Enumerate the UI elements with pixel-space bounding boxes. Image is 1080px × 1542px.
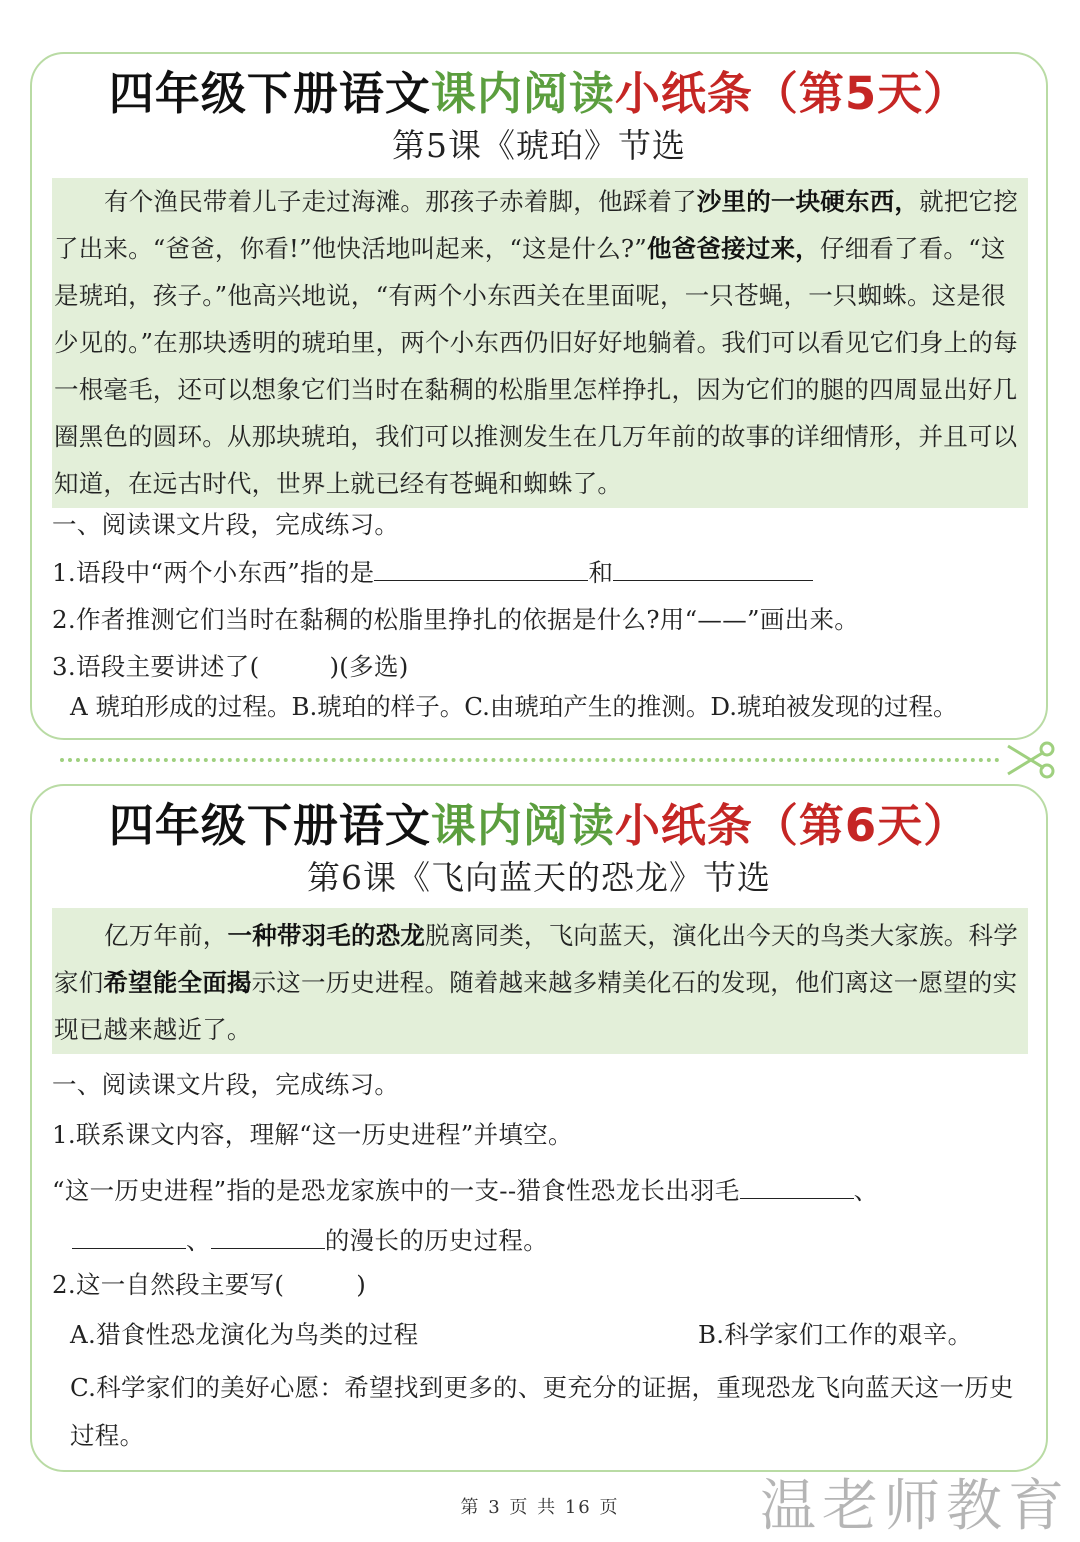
section-heading: 一、阅读课文片段，完成练习。 (52, 510, 400, 539)
question-1 (52, 554, 1032, 589)
scissors-icon (1004, 740, 1056, 780)
title-grade-subject: 四年级下册语文 (108, 67, 431, 120)
passage-text: 就把它挖了出来。“爸爸，你看!”他快活地叫起来，“这是什么?” (54, 187, 1018, 263)
lesson-subtitle: 第6课《飞向蓝天的恐龙》节选 (307, 858, 771, 897)
fill-separator: 、 (853, 1176, 879, 1205)
passage-bold-phrase: 他爸爸接过来， (646, 234, 820, 263)
card-title (32, 64, 1046, 124)
question-2: 2.作者推测它们当时在黏稠的松脂里挣扎的依据是什么?用“——”画出来。 (52, 605, 860, 634)
title-reading: 课内阅读 (430, 67, 615, 120)
question-2 (52, 1266, 1032, 1301)
option-c: C.科学家们的美好心愿：希望找到更多的、更充分的证据，重现恐龙飞向蓝天这一历史过程。 (70, 1373, 1014, 1450)
answer-blank[interactable] (613, 556, 813, 581)
passage-bold-phrase: 沙里的一块硬东西， (696, 187, 920, 216)
title-note-day: 小纸条（第6天） (614, 799, 970, 852)
question-text: 1.语段中“两个小东西”指的是 (52, 558, 375, 587)
fill-text: “这一历史进程”指的是恐龙家族中的一支--猎食性恐龙长出羽毛 (52, 1176, 740, 1205)
option-b: B.科学家们工作的艰辛。 (698, 1320, 973, 1349)
answer-blank[interactable] (740, 1174, 854, 1199)
watermark: 温老师教育 (760, 1474, 1070, 1539)
question-suffix: ) (356, 1270, 367, 1299)
title-note-day: 小纸条（第5天） (614, 67, 970, 120)
question-3-options: A 琥珀形成的过程。B.琥珀的样子。C.由琥珀产生的推测。D.琥珀被发现的过程。 (70, 692, 958, 721)
option-a: A.猎食性恐龙演化为鸟类的过程 (70, 1320, 419, 1349)
passage-text: 亿万年前， (104, 921, 228, 950)
page-footer: 第 3 页 共 16 页 (460, 1497, 620, 1518)
cut-line (60, 758, 1000, 762)
section-heading: 一、阅读课文片段，完成练习。 (52, 1070, 400, 1099)
reading-card-day5 (30, 52, 1048, 740)
question-suffix: )(多选) (329, 652, 409, 681)
answer-blank[interactable] (211, 1224, 325, 1249)
question-1: 1.联系课文内容，理解“这一历史进程”并填空。 (52, 1120, 573, 1149)
card-title (32, 796, 1046, 856)
title-grade-subject: 四年级下册语文 (108, 799, 431, 852)
question-1-fill (52, 1166, 1022, 1266)
fill-end: 的漫长的历史过程。 (324, 1226, 549, 1255)
question-text: 3.语段主要讲述了( (52, 652, 260, 681)
passage-text: 仔细看了看。“这是琥珀，孩子。”他高兴地说，“有两个小东西关在里面呢，一只苍蝇，一只蜘蛛。这是很少见的。”在那块透明的琥珀里，两个小东西仍旧好好地躺着。我们可以看见它们身上的每一根毫毛，还可以想象它们当时在黏稠的松脂里怎样挣扎，因为它们的腿的四周显出好几圈黑色的圆环。从那块琥珀，我们可以推测发生在几万年前的故事的详细情形，并且可以知道，在远古时代，世界上就已经有苍蝇和蜘蛛了。 (54, 234, 1018, 498)
passage-bold-phrase: 希望能全面揭 (103, 968, 252, 997)
question-connector: 和 (588, 558, 614, 587)
passage-text: 示这一历史进程。随着越来越多精美化石的发现，他们离这一愿望的实现已越来越近了。 (54, 968, 1018, 1044)
passage-bold-phrase: 一种带羽毛的恐龙 (227, 921, 426, 950)
answer-blank[interactable] (374, 556, 588, 581)
question-3 (52, 648, 1032, 683)
fill-separator: 、 (186, 1226, 211, 1255)
reading-card-day6 (30, 784, 1048, 1472)
excerpt-passage (52, 178, 1028, 508)
passage-text: 有个渔民带着儿子走过海滩。那孩子赤着脚，他踩着了 (104, 187, 697, 216)
title-reading: 课内阅读 (430, 799, 615, 852)
passage-text: 脱离同类，飞向蓝天，演化出今天的鸟类大家族。科学家们 (54, 921, 1018, 997)
answer-blank[interactable] (72, 1224, 186, 1249)
question-text: 2.这一自然段主要写( (52, 1270, 285, 1299)
excerpt-passage (52, 908, 1028, 1054)
lesson-subtitle: 第5课《琥珀》节选 (392, 126, 686, 165)
